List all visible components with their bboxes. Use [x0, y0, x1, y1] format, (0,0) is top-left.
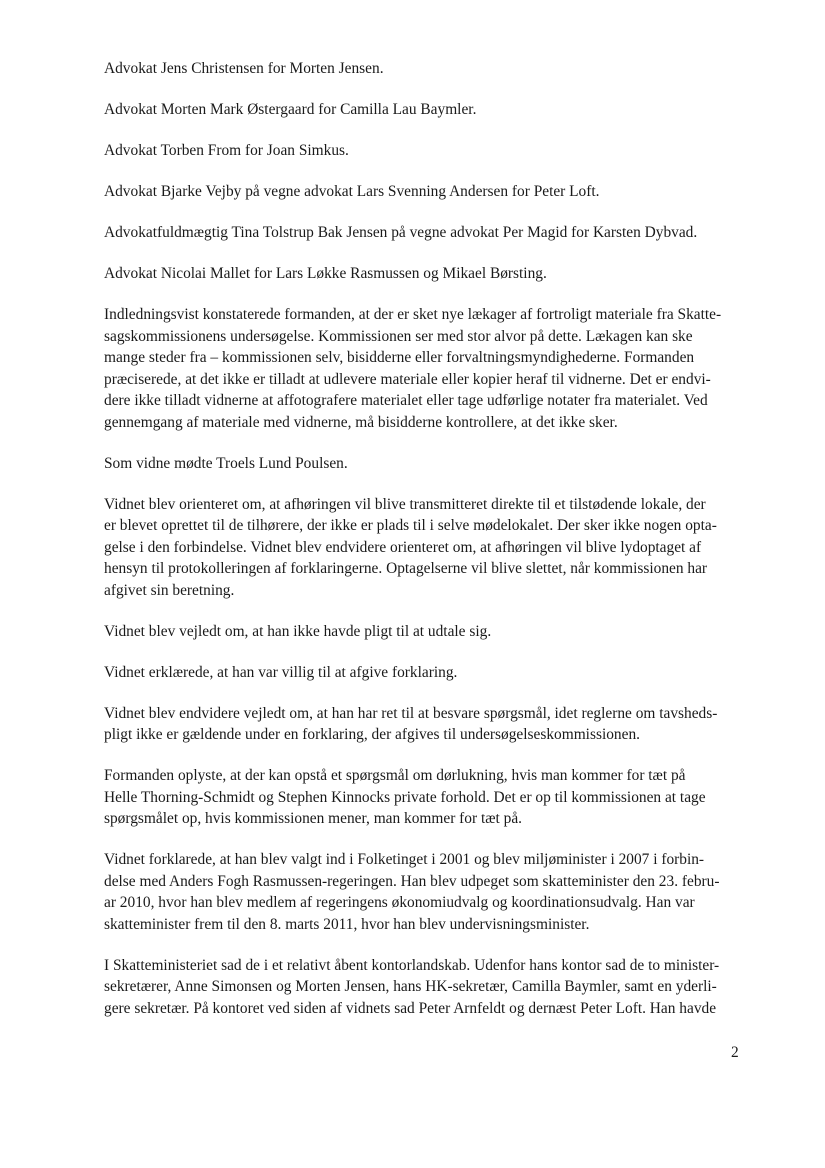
page-number: 2 [731, 1044, 739, 1061]
paragraph [104, 181, 744, 203]
paragraph [104, 621, 744, 643]
paragraph [104, 494, 744, 602]
text-line: Advokat Nicolai Mallet for Lars Løkke Rasmussen og Mikael Børsting. [104, 265, 547, 282]
paragraph [104, 703, 744, 746]
text-line: Vidnet blev vejledt om, at han ikke havde pligt til at udtale sig. [104, 622, 492, 640]
text-line: Advokat Bjarke Vejby på vegne advokat Lars Svenning Andersen for Peter Loft. [104, 183, 600, 200]
paragraph [104, 453, 744, 475]
document-body [104, 58, 744, 1039]
paragraph [104, 99, 744, 121]
text-line: Advokat Torben From for Joan Simkus. [104, 142, 349, 159]
text-line: Vidnet erklærede, at han var villig til at afgive forklaring. [104, 663, 458, 681]
text-line: Vidnet forklarede, at han blev valgt ind i Folketinget i 2001 og blev miljøminister i 2007 i forbin- [104, 851, 705, 868]
text-line: Som vidne mødte Troels Lund Poulsen. [104, 454, 348, 472]
text-line: sekretærer, Anne Simonsen og Morten Jensen, hans HK-sekretær, Camilla Baymler, samt en yderli- [104, 978, 717, 995]
text-line: ar 2010, hvor han blev medlem af regeringens økonomiudvalg og koordinationsudvalg. Han var [104, 894, 695, 911]
text-line: I Skatteministeriet sad de i et relativt åbent kontorlandskab. Udenfor hans kontor sad de to minister- [104, 956, 720, 974]
text-line: afgivet sin beretning. [104, 581, 235, 599]
text-line: Advokatfuldmægtig Tina Tolstrup Bak Jensen på vegne advokat Per Magid for Karsten Dybvad. [104, 224, 698, 241]
paragraph [104, 955, 744, 1020]
paragraph [104, 662, 744, 684]
paragraph [104, 849, 744, 935]
text-line: Vidnet blev endvidere vejledt om, at han har ret til at besvare spørgsmål, idet reglerne om tavsheds- [104, 704, 718, 722]
text-line: pligt ikke er gældende under en forklaring, der afgives til undersøgelseskommissionen. [104, 726, 640, 743]
text-line: Indledningsvist konstaterede formanden, at der er sket nye lækager af fortroligt materiale fra Skatte- [104, 306, 722, 323]
paragraph [104, 222, 744, 244]
text-line: dere ikke tilladt vidnerne at affotografere materialet eller tage udførlige notater fra materialet. Ved [104, 392, 708, 409]
text-line: præciserede, at det ikke er tilladt at udlevere materiale eller kopier heraf til vidnerne. Det er endvi- [104, 370, 711, 388]
paragraph [104, 765, 744, 830]
paragraph [104, 58, 744, 80]
text-line: er blevet oprettet til de tilhørere, der ikke er plads til i selve mødelokalet. Der sker ikke nogen opta- [104, 517, 717, 534]
text-line: delse med Anders Fogh Rasmussen-regeringen. Han blev udpeget som skatteminister den 23. febru- [104, 872, 720, 890]
text-line: Vidnet blev orienteret om, at afhøringen vil blive transmitteret direkte til et tilstødende lokale, der [104, 495, 706, 513]
text-line: Helle Thorning-Schmidt og Stephen Kinnocks private forhold. Det er op til kommissionen at tage [104, 788, 706, 806]
text-line: Advokat Morten Mark Østergaard for Camilla Lau Baymler. [104, 101, 477, 118]
paragraph [104, 140, 744, 162]
paragraph [104, 304, 744, 433]
paragraph [104, 263, 744, 285]
text-line: gelse i den forbindelse. Vidnet blev endvidere orienteret om, at afhøringen vil blive lydoptaget af [104, 538, 702, 556]
text-line: skatteminister frem til den 8. marts 2011, hvor han blev undervisningsminister. [104, 915, 590, 933]
text-line: spørgsmålet op, hvis kommissionen mener, man kommer for tæt på. [104, 810, 523, 827]
text-line: gennemgang af materiale med vidnerne, må bisidderne kontrollere, at det ikke sker. [104, 413, 618, 431]
text-line: Advokat Jens Christensen for Morten Jensen. [104, 60, 384, 77]
text-line: sagskommissionens undersøgelse. Kommissionen ser med stor alvor på dette. Lækagen kan ske [104, 327, 693, 345]
text-line: gere sekretær. På kontoret ved siden af vidnets sad Peter Arnfeldt og dernæst Peter Loft. Han havde [104, 999, 717, 1017]
text-line: hensyn til protokolleringen af forklaringerne. Optagelserne vil blive slettet, når kommissionen har [104, 560, 708, 577]
text-line: Formanden oplyste, at der kan opstå et spørgsmål om dørlukning, hvis man kommer for tæt på [104, 767, 686, 784]
text-line: mange steder fra – kommissionen selv, bisidderne eller forvaltningsmyndighederne. Formanden [104, 349, 695, 366]
